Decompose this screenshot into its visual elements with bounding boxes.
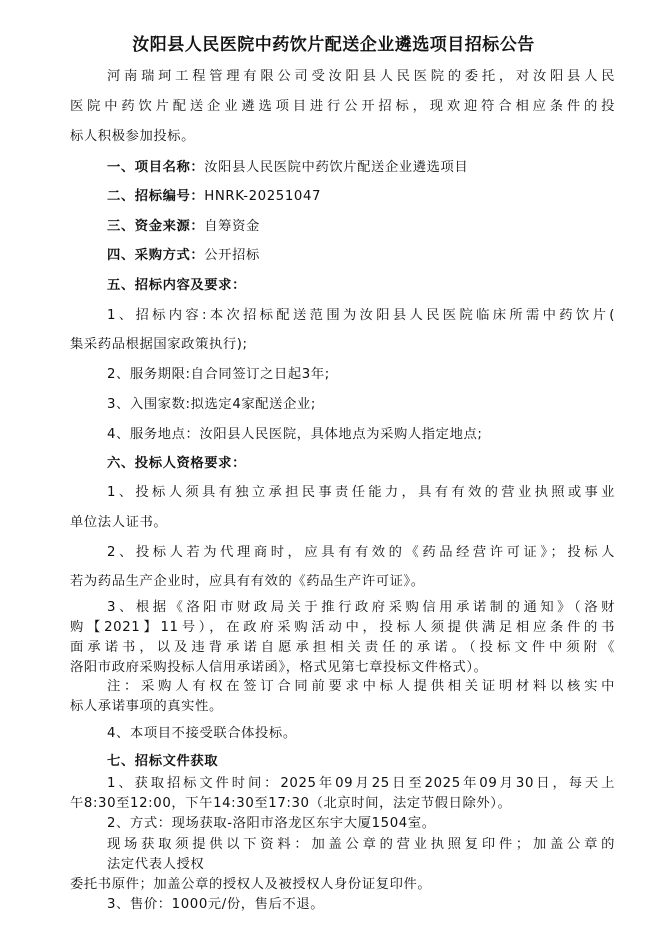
section5-line: 集采药品根据国家政策执行);: [70, 337, 248, 352]
section7-line: 2、方式：现场获取-洛阳市洛龙区东宇大厦1504室。: [107, 816, 436, 831]
intro-line: 医院中药饮片配送企业遴选项目进行公开招标，现欢迎符合相应条件的投: [70, 99, 615, 114]
section7-line: 委托书原件；加盖公章的授权人及被授权人身份证复印件。: [70, 877, 432, 892]
procurement-method-value: 公开招标: [204, 248, 260, 263]
fund-source-value: 自筹资金: [204, 219, 260, 234]
section5-heading: 五、招标内容及要求：: [107, 278, 246, 293]
section6-line: 购【2021】11号），在政府采购活动中，投标人须提供满足相应条件的书: [70, 620, 615, 635]
section7-line: 现场获取须提供以下资料：加盖公章的营业执照复印件；加盖公章的: [107, 837, 615, 852]
section7-heading: 七、招标文件获取: [107, 754, 219, 769]
section7-line: 午8:30至12:00，下午14:30至17:30（北京时间，法定节假日除外）。: [70, 796, 512, 811]
section5-line: 3、入围家数:拟选定4家配送企业;: [107, 397, 316, 412]
section6-line: 洛阳市政府采购投标人信用承诺函》，格式见第七章投标文件格式）。: [70, 660, 488, 675]
section6-line: 2、投标人若为代理商时，应具有有效的《药品经营许可证》；投标人: [107, 545, 615, 560]
section6-line: 标人承诺事项的真实性。: [70, 699, 223, 714]
section7-line: 法定代表人授权: [107, 857, 205, 872]
procurement-method-label: 四、采购方式：: [107, 248, 205, 263]
procurement-method-row: [107, 247, 260, 264]
section6-line: 3、根据《洛阳市财政局关于推行政府采购信用承诺制的通知》（洛财: [107, 600, 615, 615]
section5-line: 2、服务期限:自合同签订之日起3年;: [107, 367, 330, 382]
intro-line: 标人积极参加投标。: [70, 129, 196, 144]
section6-heading: 六、投标人资格要求：: [107, 456, 246, 471]
intro-line: 河南瑞珂工程管理有限公司受汝阳县人民医院的委托，对汝阳县人民: [107, 69, 615, 84]
bid-number-row: [107, 188, 321, 205]
bid-number-label: 二、招标编号：: [107, 189, 205, 204]
fund-source-label: 三、资金来源：: [107, 219, 205, 234]
section6-line: 单位法人证书。: [70, 515, 168, 530]
section6-line: 1、投标人须具有独立承担民事责任能力，具有有效的营业执照或事业: [107, 485, 615, 500]
section5-line: 4、服务地点：汝阳县人民医院，具体地点为采购人指定地点;: [107, 427, 483, 442]
project-name-label: 一、项目名称：: [107, 160, 205, 175]
project-name-row: [107, 159, 468, 176]
section6-line: 若为药品生产企业时，应具有有效的《药品生产许可证》。: [70, 574, 425, 589]
bid-number-value: HNRK-20251047: [204, 189, 322, 204]
section5-line: 1、招标内容:本次招标配送范围为汝阳县人民医院临床所需中药饮片(: [107, 308, 615, 323]
section6-line: 4、本项目不接受联合体投标。: [107, 726, 297, 741]
project-name-value: 汝阳县人民医院中药饮片配送企业遴选项目: [204, 160, 469, 175]
section7-line: 3、售价：1000元/份，售后不退。: [107, 897, 325, 912]
section7-line: 1、获取招标文件时间：2025年09月25日至2025年09月30日，每天上: [107, 776, 615, 791]
fund-source-row: [107, 218, 260, 235]
document-title: 汝阳县人民医院中药饮片配送企业遴选项目招标公告: [132, 35, 535, 55]
section6-line: 注：采购人有权在签订合同前要求中标人提供相关证明材料以核实中: [107, 679, 615, 694]
section6-line: 面承诺书，以及违背承诺自愿承担相关责任的承诺。（投标文件中须附《: [70, 640, 615, 655]
